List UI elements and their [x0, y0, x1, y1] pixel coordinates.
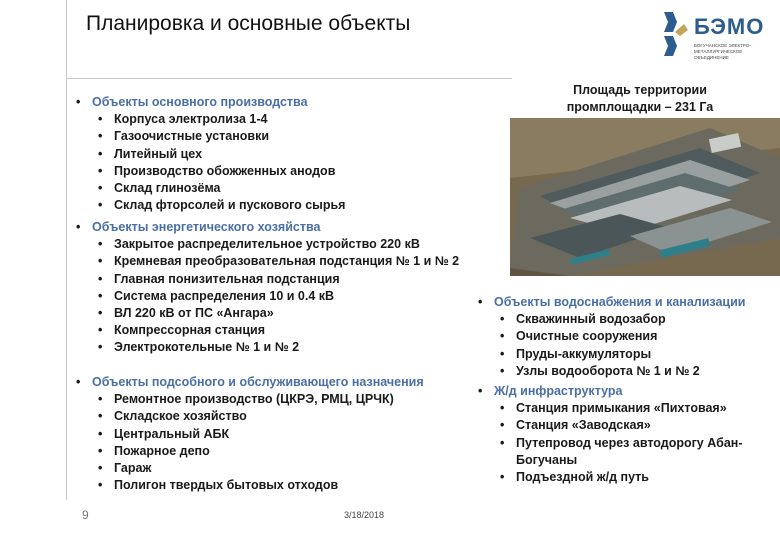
list-item: • Главная понизительная подстанция — [98, 271, 340, 286]
list-item: • Складское хозяйство — [98, 409, 247, 424]
section-heading: • Объекты основного производства — [76, 95, 308, 109]
list-item: • Очистные сооружения — [500, 329, 658, 344]
list-item: • Станция «Заводская» — [500, 418, 651, 433]
list-item: • Узлы водооборота № 1 и № 2 — [500, 363, 700, 378]
section-heading: • Ж/д инфраструктура — [478, 384, 623, 398]
water-list — [478, 311, 780, 380]
section-production — [76, 94, 516, 214]
support-list — [76, 391, 476, 494]
area-caption — [540, 82, 740, 116]
list-item: • Пожарное депо — [98, 443, 210, 458]
page-title: Планировка и основные объекты — [86, 12, 411, 35]
list-item: • Гараж — [98, 461, 152, 476]
site-plan-image — [510, 118, 780, 276]
list-item: • Ремонтное производство (ЦКРЭ, РМЦ, ЦРЧК) — [98, 392, 394, 407]
list-item: • Литейный цех — [98, 146, 203, 161]
list-item: • Компрессорная станция — [98, 323, 266, 338]
rail-list — [478, 400, 778, 486]
section-heading: • Объекты подсобного и обслуживающего назначения — [76, 375, 424, 389]
logo-name: БЭМО — [694, 14, 765, 39]
list-item: • Кремневая преобразовательная подстанция № 1 и № 2 — [98, 254, 460, 269]
section-rail — [478, 383, 778, 486]
list-item: • Путепровод через автодорогу Абан-Богучаны — [500, 435, 743, 467]
energy-list — [76, 236, 496, 356]
section-heading: • Объекты энергетического хозяйства — [76, 220, 321, 234]
slide-date: 3/18/2018 — [344, 510, 385, 520]
logo-subtitle: БОГУЧАНСКОЕ ЭЛЕКТРО-МЕТАЛЛУРГИЧЕСКОЕ ОБЪЕДИНЕНИЕ — [694, 43, 751, 60]
list-item: • Электрокотельные № 1 и № 2 — [98, 340, 300, 355]
list-item: • Газоочистные установки — [98, 129, 270, 144]
list-item: • Пруды-аккумуляторы — [500, 346, 652, 361]
list-item: • Склад фторсолей и пускового сырья — [98, 198, 346, 213]
list-item: • Система распределения 10 и 0.4 кВ — [98, 288, 335, 303]
site-plan-render — [510, 118, 780, 276]
list-item: • Закрытое распределительное устройство 220 кВ — [98, 237, 420, 252]
list-item: • Производство обожженных анодов — [98, 163, 336, 178]
area-line-2: промплощадки – 231 Га — [566, 100, 714, 114]
page-number: 9 — [82, 508, 89, 522]
list-item: • Скважинный водозабор — [500, 312, 666, 327]
left-rule — [66, 0, 67, 500]
section-water — [478, 294, 780, 380]
list-item: • Станция примыкания «Пихтовая» — [500, 401, 727, 416]
list-item: • Полигон твердых бытовых отходов — [98, 478, 339, 493]
section-heading: • Объекты водоснабжения и канализации — [478, 295, 746, 309]
company-logo — [660, 10, 778, 72]
production-list — [76, 111, 516, 214]
list-item: • Корпуса электролиза 1-4 — [98, 112, 268, 127]
section-energy — [76, 219, 496, 357]
area-line-1: Площадь территории — [573, 83, 707, 97]
list-item: • Склад глинозёма — [98, 181, 221, 196]
list-item: • Центральный АБК — [98, 426, 230, 441]
logo-mark-icon — [660, 10, 690, 58]
header-rule — [66, 78, 512, 79]
list-item: • Подъездной ж/д путь — [500, 470, 649, 485]
list-item: • ВЛ 220 кВ от ПС «Ангара» — [98, 306, 274, 321]
section-support — [76, 374, 476, 494]
